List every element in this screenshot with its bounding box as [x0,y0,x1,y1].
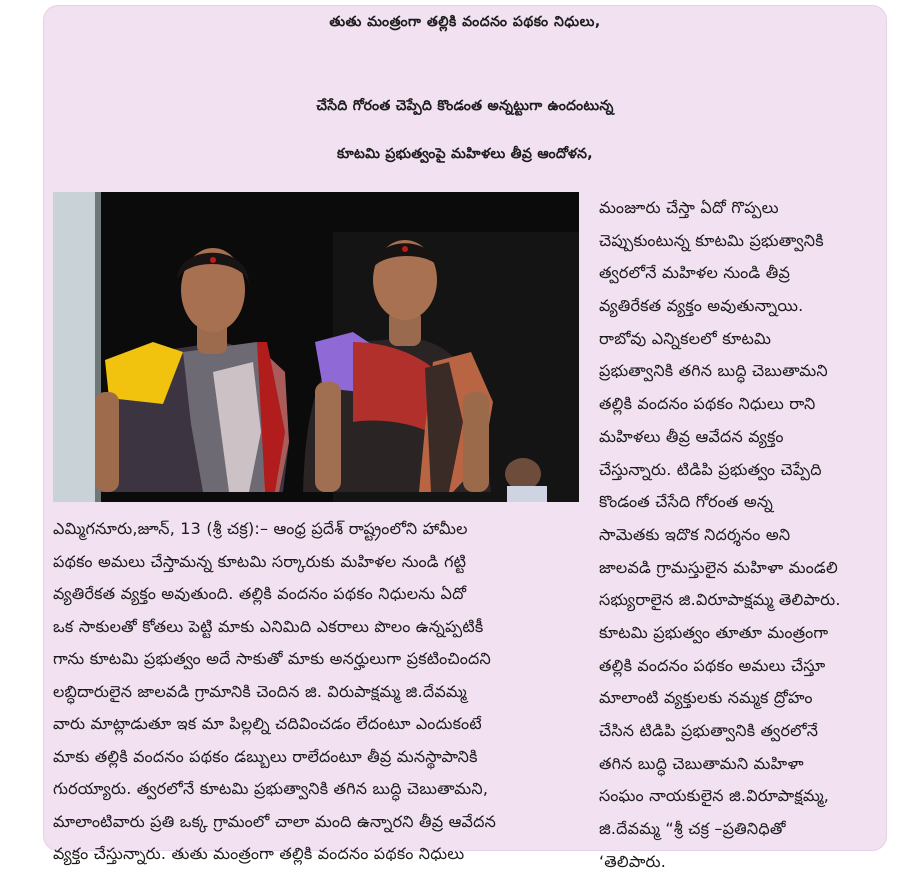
bottom-column-line-10: మాలాంటివారు ప్రతి ఒక్క గ్రామంలో చాలా మంది ఉన్నారని తీవ్ర ఆవేదన [53,811,497,831]
right-column-line-17: చేసిన టిడిపి ప్రభుత్వానికి త్వరలోనే [599,721,819,740]
right-column-line-5: రాబోవు ఎన్నికలలో కూటమి [599,328,772,348]
right-column-line-8: మహిళలు తీవ్ర ఆవేదన వ్యక్తం [599,426,784,446]
article-right-column [599,192,884,878]
bottom-column-line-1: ఎమ్మిగనూరు,జూన్, 13 (శ్రీ చక్ర):– ఆంధ్ర ప్రదేశ్ రాష్ట్రంలోని హామీల [53,519,468,538]
bottom-column-line-8: మాకు తల్లికి వందనం పథకం డబ్బులు రాలేదంటూ తీవ్ర మనస్థాపానికి [53,746,478,766]
right-column-line-1: మంజూరు చేస్తా ఏదో గొప్పలు [599,198,779,217]
right-column-line-18: తగిన బుద్ధి చెబుతామని మహిళా [599,753,804,773]
right-column-line-16: మాలాంటి వ్యక్తులకు నమ్మక ద్రోహం [599,688,813,708]
right-column-line-7: తల్లికి వందనం పథకం నిధులు రాని [599,394,816,414]
right-column-line-21: ‘తెలిపారు. [599,851,667,871]
right-column-line-14: కూటమి ప్రభుత్వం తూతూ మంత్రంగా [599,622,829,642]
right-column-line-13: సభ్యురాలైన జి.విరూపాక్షమ్మ తెలిపారు. [599,590,841,610]
newspaper-clipping [44,6,886,871]
bottom-column-line-2: పథకం అమలు చేస్తామన్న కూటమి సర్కారుకు మహిళల నుండి గట్టి [53,551,467,571]
right-column-line-2: చెప్పుకుంటున్న కూటమి ప్రభుత్వానికి [599,230,824,250]
bottom-column-line-9: గురయ్యారు. త్వరలోనే కూటమి ప్రభుత్వానికి తగిన బుద్ధి చెబుతామని, [53,779,489,798]
bottom-column-line-11: వ్యక్తం చేస్తున్నారు. తుతు మంత్రంగా తల్లికి వందనం పథకం నిధులు [53,844,465,863]
right-column-line-3: త్వరలోనే మహిళల నుండి తీవ్ర [599,263,791,283]
bottom-column-line-4: ఒక సాకులతో కోతలు పెట్టి మాకు ఎనిమిది ఎకరాలు పొలం ఉన్నప్పటికీ [53,616,484,636]
bottom-column-line-3: వ్యతిరేకత వ్యక్తం అవుతుంది. తల్లికి వందనం పథకం నిధులను ఏదో [53,584,467,603]
right-column-line-6: ప్రభుత్వానికి తగిన బుద్ధి చెబుతామని [599,361,828,381]
right-column-line-12: జాలవడి గ్రామస్తులైన మహిళా మండలి [599,557,838,577]
headline-line-1: తుతు మంత్రంగా తల్లికి వందనం పథకం నిధులు, [329,14,601,30]
headline-line-2: చేసేది గోరంత చెప్పేది కొండంత అన్నట్టుగా ఉందంటున్న [316,98,614,114]
right-column-line-20: జి.దేవమ్మ “శ్రీ చక్ర –ప్రతినిధితో [599,819,786,839]
right-column-line-4: వ్యతిరేకత వ్యక్తం అవుతున్నాయి. [599,296,804,316]
headline-line-3: కూటమి ప్రభుత్వంపై మహిళలు తీవ్ర ఆందోళన, [337,146,593,162]
right-column-line-15: తల్లికి వందనం పథకం అమలు చేస్తూ [599,655,826,675]
article-bottom-column [53,513,593,871]
bottom-column-line-7: వారు మాట్లాడుతూ ఇక మా పిల్లల్ని చదివించడం లేదంటూ ఎందుకంటే [53,714,482,733]
photo-of-two-women-icon [53,192,579,502]
news-photo [53,192,579,502]
bottom-column-line-6: లబ్ధిదారులైన జాలవడి గ్రామానికి చెందిన జి. విరుపాక్షమ్మ జి.దేవమ్మ [53,681,467,701]
right-column-line-11: సామెతకు ఇదొక నిదర్శనం అని [599,524,791,544]
right-column-line-19: సంఘం నాయకులైన జి.విరూపాక్షమ్మ, [599,786,830,806]
right-column-line-10: కొండంత చేసేది గోరంత అన్న [599,492,774,512]
right-column-line-9: చేస్తున్నారు. టిడిపి ప్రభుత్వం చెప్పేది [599,459,822,479]
bottom-column-line-5: గాను కూటమి ప్రభుత్వం అదే సాకుతో మాకు అనర్హులుగా ప్రకటించిందని [53,649,491,668]
